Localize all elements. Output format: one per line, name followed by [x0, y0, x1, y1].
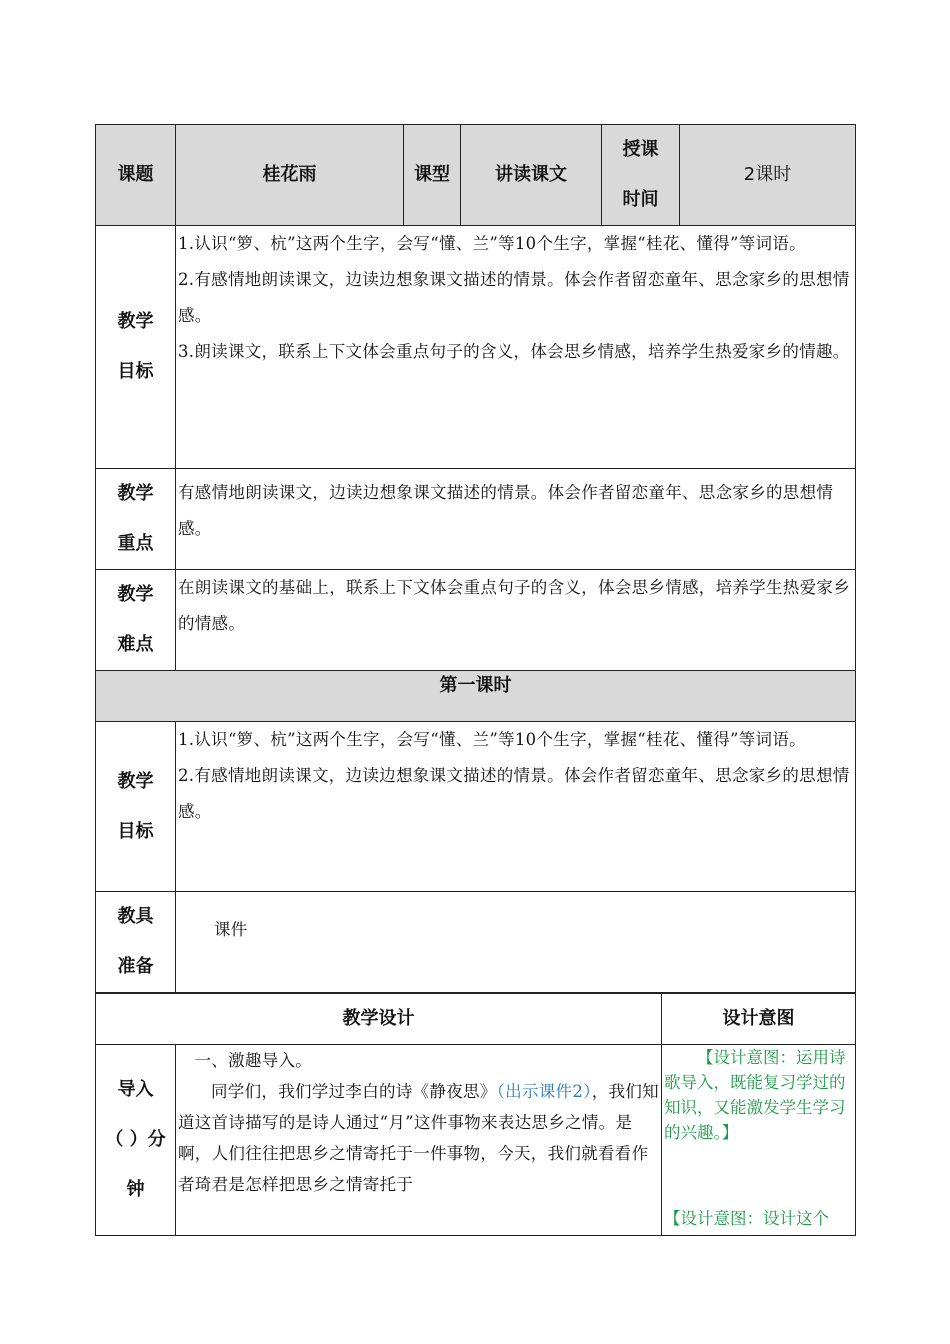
lesson1-goals-label	[96, 722, 176, 892]
difficulties-label-1: 教学	[117, 584, 154, 605]
topic-label: 课题	[96, 125, 176, 226]
goal-item: 3.朗读课文，联系上下文体会重点句子的含义，体会思乡情感，培养学生热爱家乡的情趣。	[178, 342, 850, 361]
key-points-row	[96, 469, 856, 570]
tools-label	[96, 892, 176, 993]
difficulties-content: 在朗读课文的基础上，联系上下文体会重点句子的含义，体会思乡情感，培养学生热爱家乡的情感。	[176, 570, 856, 671]
type-label: 课型	[404, 125, 461, 226]
lesson-plan-table	[95, 124, 856, 993]
intro-row	[96, 1045, 856, 1236]
goals-label-2: 目标	[117, 361, 154, 382]
difficulties-label-2: 难点	[117, 634, 154, 655]
header-row	[96, 125, 856, 226]
courseware-note: （出示课件2）	[496, 1082, 592, 1101]
difficulties-label	[96, 570, 176, 671]
intro-label-3: 钟	[126, 1179, 145, 1200]
goals-label	[96, 226, 176, 469]
goal-item: 1.认识“箩、杭”这两个生字，会写“懂、兰”等10个生字，掌握“桂花、懂得”等词语。	[178, 730, 806, 749]
lesson1-goals-label-1: 教学	[117, 770, 154, 792]
tools-label-1: 教具	[117, 906, 154, 927]
design-header-row	[96, 994, 856, 1045]
lesson1-title: 第一课时	[96, 671, 856, 722]
goals-label-1: 教学	[117, 311, 154, 332]
intro-label	[96, 1045, 176, 1236]
design-table	[95, 993, 856, 1236]
time-label-1: 授课	[622, 139, 659, 160]
intent-content	[662, 1045, 856, 1236]
intro-heading: 一、激趣导入。	[194, 1051, 313, 1070]
intent-note-2: 【设计意图：设计这个	[664, 1209, 829, 1228]
goals-row	[96, 226, 856, 469]
intro-label-2: （ ）分	[105, 1129, 166, 1150]
lesson1-goals-label-2: 目标	[117, 820, 154, 842]
goal-item: 1.认识“箩、杭”这两个生字，会写“懂、兰”等10个生字，掌握“桂花、懂得”等词语。	[178, 234, 806, 253]
type-value: 讲读课文	[461, 125, 602, 226]
lesson1-title-row	[96, 671, 856, 722]
intro-content	[176, 1045, 662, 1236]
intent-header: 设计意图	[662, 994, 856, 1045]
intro-text-1: 同学们，我们学过李白的诗《静夜思》	[211, 1082, 497, 1101]
goals-content	[176, 226, 856, 469]
goal-item: 2.有感情地朗读课文，边读边想象课文描述的情景。体会作者留恋童年、思念家乡的思想情感。	[178, 270, 850, 325]
topic-value: 桂花雨	[176, 125, 404, 226]
time-label-2: 时间	[622, 189, 659, 210]
design-header: 教学设计	[96, 994, 662, 1045]
key-points-label-2: 重点	[117, 533, 154, 554]
intro-paragraph	[178, 1076, 661, 1200]
tools-value: 课件	[176, 892, 856, 993]
lesson1-goals-row	[96, 722, 856, 892]
intro-text-2: ，我们知道这首诗描写的是诗人通过“月”这件事物来表达思乡之情。是啊，人们往往把思乡之情寄托于一件事物，今天，我们就看看作者琦君是怎样把思乡之情寄托于	[178, 1082, 659, 1194]
goal-item: 2.有感情地朗读课文，边读边想象课文描述的情景。体会作者留恋童年、思念家乡的思想情感。	[178, 766, 850, 821]
key-points-content: 有感情地朗读课文，边读边想象课文描述的情景。体会作者留恋童年、思念家乡的思想情感。	[176, 469, 856, 570]
time-label	[602, 125, 680, 226]
difficulties-row	[96, 570, 856, 671]
key-points-label	[96, 469, 176, 570]
key-points-label-1: 教学	[117, 483, 154, 504]
lesson1-goals-content	[176, 722, 856, 892]
tools-row	[96, 892, 856, 993]
hours-value: 2课时	[680, 125, 856, 226]
intent-note-1: 【设计意图：运用诗歌导入，既能复习学过的知识，又能激发学生学习的兴趣。】	[664, 1048, 846, 1142]
intro-label-1: 导入	[117, 1079, 154, 1100]
tools-label-2: 准备	[117, 956, 154, 977]
